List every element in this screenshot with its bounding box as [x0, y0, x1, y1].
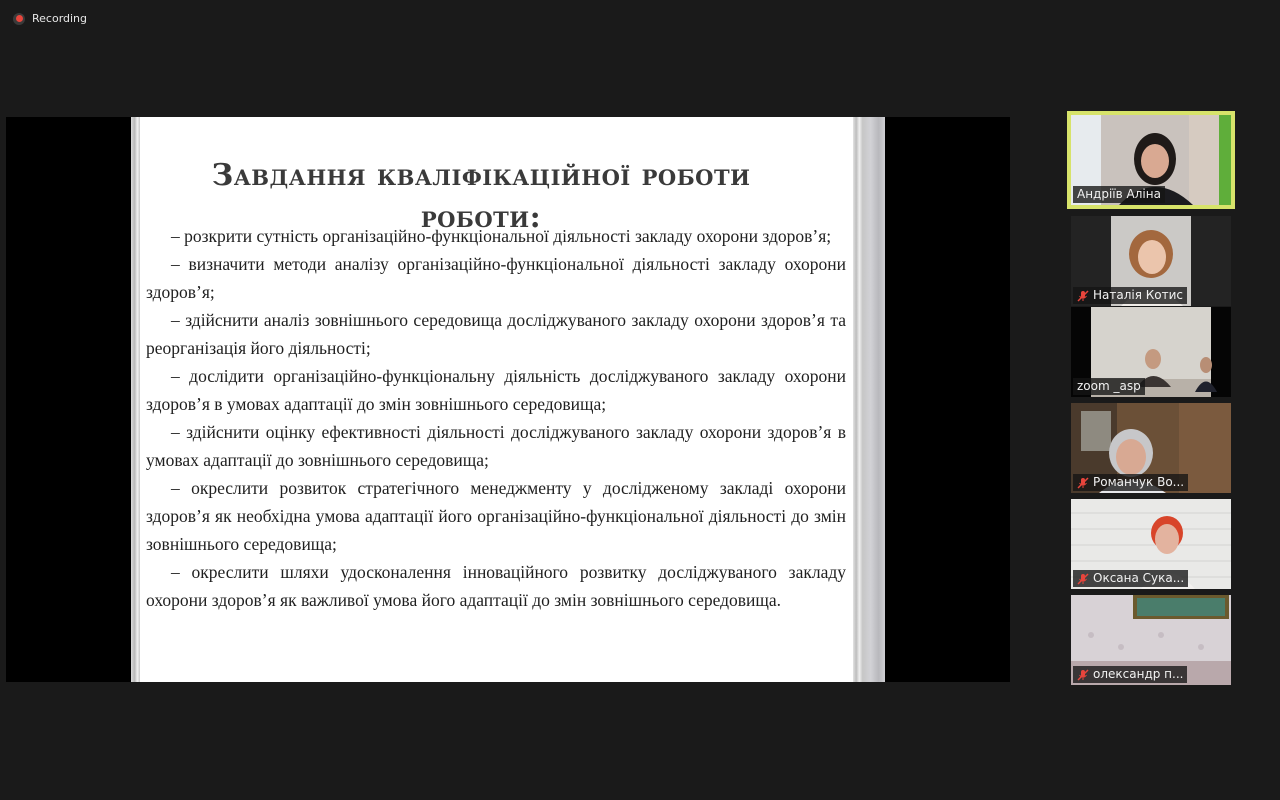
participant-name-label: zoom _asp: [1073, 378, 1145, 395]
participant-tile[interactable]: [1071, 216, 1231, 306]
recording-indicator[interactable]: [13, 12, 87, 25]
slide-title: Завдання кваліфікаційної роботи роботи:: [211, 158, 751, 235]
slide-item: – здійснити аналіз зовнішнього середовища досліджуваного закладу охорони здоров’я та реорганізація його діяльності;: [146, 310, 846, 358]
participant-tile[interactable]: [1071, 115, 1231, 205]
slide-item: – визначити методи аналізу організаційно-функціональної діяльності закладу охорони здоров’я;: [146, 254, 846, 302]
presentation-slide: [131, 117, 885, 682]
participant-name-label: олександр п...: [1073, 666, 1187, 683]
participant-name-label: Андріїв Аліна: [1073, 186, 1165, 203]
slide-item: – здійснити оцінку ефективності діяльності досліджуваного закладу охорони здоров’я в умовах адаптації до зовнішнього середовища;: [146, 422, 846, 470]
slide-left-border: [131, 117, 140, 682]
recording-indicator-icon: [13, 13, 25, 25]
muted-mic-icon: [1077, 573, 1089, 585]
slide-body: [146, 222, 846, 614]
slide-item: – дослідити організаційно-функціональну діяльність досліджуваного закладу охорони здоров’я в умовах адаптації до змін зовнішнього середовища;: [146, 366, 846, 414]
slide-right-border: [853, 117, 885, 682]
participant-tile[interactable]: [1071, 403, 1231, 493]
recording-label: Recording: [32, 12, 88, 25]
participant-name-label: Оксана Сука...: [1073, 570, 1188, 587]
participant-name-label: Романчук Во...: [1073, 474, 1188, 491]
participant-tile[interactable]: [1071, 499, 1231, 589]
participant-tile[interactable]: [1071, 307, 1231, 397]
slide-item: – розкрити сутність організаційно-функціональної діяльності закладу охорони здоров’я;: [171, 226, 832, 246]
slide-item: – окреслити розвиток стратегічного менеджменту у дослідженому закладі охорони здоров’я як необхідна умова адаптації його організаційно-функціональної діяльності до змін зовнішнього середовища;: [146, 478, 846, 554]
participant-tile[interactable]: [1071, 595, 1231, 685]
participant-name-label: Наталія Котис: [1073, 287, 1187, 304]
muted-mic-icon: [1077, 477, 1089, 489]
slide-item: – окреслити шляхи удосконалення інноваційного розвитку досліджуваного закладу охорони здоров’я як важливої умова його адаптації до змін зовнішнього середовища.: [146, 562, 846, 610]
muted-mic-icon: [1077, 669, 1089, 681]
shared-screen: [6, 117, 1010, 682]
muted-mic-icon: [1077, 290, 1089, 302]
